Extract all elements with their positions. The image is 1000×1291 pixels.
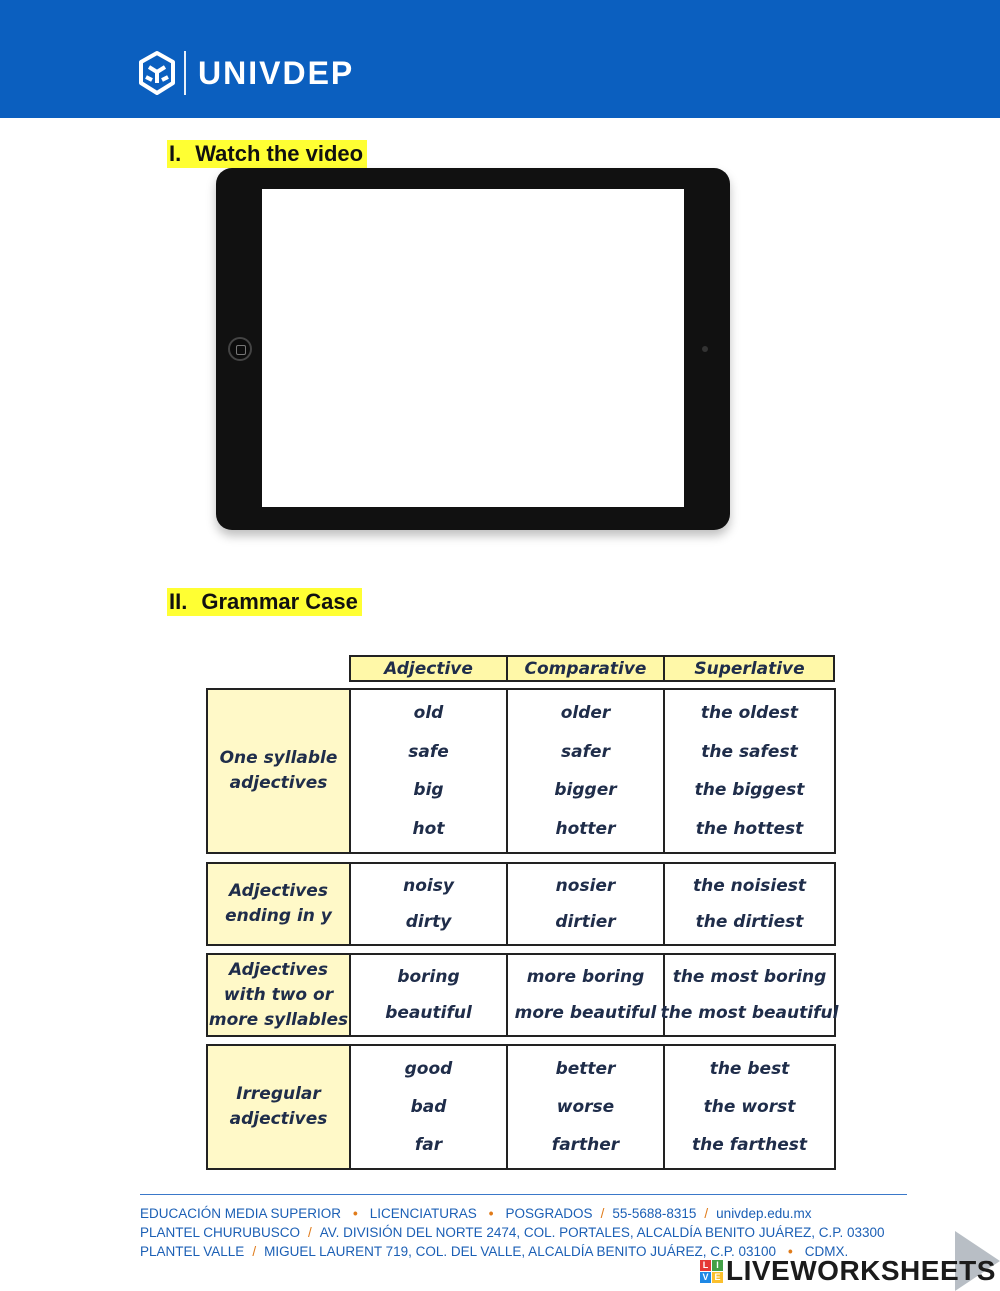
slash-separator: / [308,1225,312,1240]
footer-address: MIGUEL LAURENT 719, COL. DEL VALLE, ALCALDÍA BENITO JUÁREZ, C.P. 03100 [264,1244,777,1259]
bullet-icon: • [353,1206,358,1221]
section-title-grammar [167,588,362,616]
bullet-icon: • [488,1206,494,1221]
table-cell: far [414,1135,443,1155]
table-cell: older [560,703,611,724]
footer-phone: 55-5688-8315 [612,1206,697,1221]
table-cell: noisy [403,876,454,896]
column-header: Adjective [351,657,508,680]
table-cell: safe [408,741,449,762]
superlative-column [665,1046,834,1168]
video-screen[interactable] [262,189,684,507]
brand-name: UNIVDEP [198,54,355,91]
footer-address: AV. DIVISIÓN DEL NORTE 2474, COL. PORTALES, ALCALDÍA BENITO JUÁREZ, C.P. 03300 [319,1225,885,1240]
table-cell: the safest [701,741,798,762]
footer-text: EDUCACIÓN MEDIA SUPERIOR [140,1206,342,1221]
table-cell: good [404,1059,453,1079]
univdep-emblem-icon [136,50,178,96]
table-cell: bad [410,1097,447,1117]
footer-text: PLANTEL VALLE [140,1244,245,1259]
section-number: I. [169,141,182,166]
video-tablet-frame[interactable] [216,168,730,530]
table-cell: nosier [555,876,616,896]
table-cell: big [413,780,444,801]
superlative-column [665,864,834,944]
table-cell: safer [561,741,610,762]
table-cell: the oldest [700,703,799,724]
table-cell: dirty [405,912,452,932]
table-cell: the most beautiful [660,1003,839,1023]
superlative-column [665,690,834,852]
group-label: One syllable adjectives [208,690,351,852]
column-header: Superlative [694,658,805,679]
adjective-column [351,864,508,944]
liveworksheets-watermark [700,1255,996,1287]
footer-website-link[interactable]: univdep.edu.mx [716,1206,812,1221]
table-cell: bigger [554,780,617,801]
table-cell: better [555,1059,616,1079]
footer-text: CDMX. [804,1244,849,1259]
comparative-column [508,955,665,1035]
table-cell: the most boring [672,967,827,987]
comparative-column [508,1046,665,1168]
group-label: Adjectives with two or more syllables [208,955,351,1035]
comparative-column [508,690,665,852]
table-cell: boring [397,967,460,987]
table-cell: the best [709,1059,790,1079]
group-label: Irregular adjectives [208,1046,351,1168]
tablet-camera-icon [702,346,708,352]
slash-separator: / [704,1206,709,1221]
table-cell: old [413,703,444,724]
table-cell: the dirtiest [695,912,804,932]
table-group-irregular [206,1044,836,1170]
adjective-column [351,690,508,852]
adjective-column [351,955,508,1035]
page-header [0,0,1000,118]
table-group-ending-y [206,862,836,946]
footer-text: PLANTEL CHURUBUSCO [140,1225,301,1240]
table-cell: farther [551,1135,620,1155]
liveworksheets-logo-icon: L I V E [700,1260,723,1283]
table-cell: more boring [526,967,645,987]
slash-separator: / [600,1206,605,1221]
table-cell: the hottest [695,818,804,839]
table-header-row [349,655,835,682]
table-cell: the farthest [692,1135,807,1155]
table-cell: hotter [555,818,616,839]
watermark-text: LIVEWORKSHEETS [726,1255,996,1286]
comparative-column [508,864,665,944]
table-cell: dirtier [555,912,616,932]
table-cell: more beautiful [514,1003,657,1023]
footer-line-2 [140,1225,885,1240]
table-cell: the biggest [694,780,805,801]
table-cell: the worst [703,1097,796,1117]
logo-separator [184,51,186,95]
footer-divider [140,1194,907,1195]
footer-text: POSGRADOS [505,1206,593,1221]
section-number: II. [169,589,188,614]
group-label: Adjectives ending in y [208,864,351,944]
table-group-one-syllable [206,688,836,854]
footer-line-1 [140,1206,811,1221]
table-cell: the noisiest [692,876,806,896]
footer-text: LICENCIATURAS [369,1206,477,1221]
univdep-logo [136,50,354,96]
table-group-two-syllables [206,953,839,1037]
table-cell: worse [556,1097,615,1117]
table-cell: hot [412,818,445,839]
superlative-column [660,955,839,1035]
slash-separator: / [252,1244,257,1259]
table-cell: beautiful [385,1003,472,1023]
column-header: Comparative [508,657,665,680]
adjective-column [351,1046,508,1168]
section-title-text: Watch the video [195,141,364,166]
section-title-text: Grammar Case [201,589,358,614]
section-title-video [167,140,367,168]
tablet-home-button-icon [228,337,252,361]
bullet-icon: • [788,1244,793,1259]
